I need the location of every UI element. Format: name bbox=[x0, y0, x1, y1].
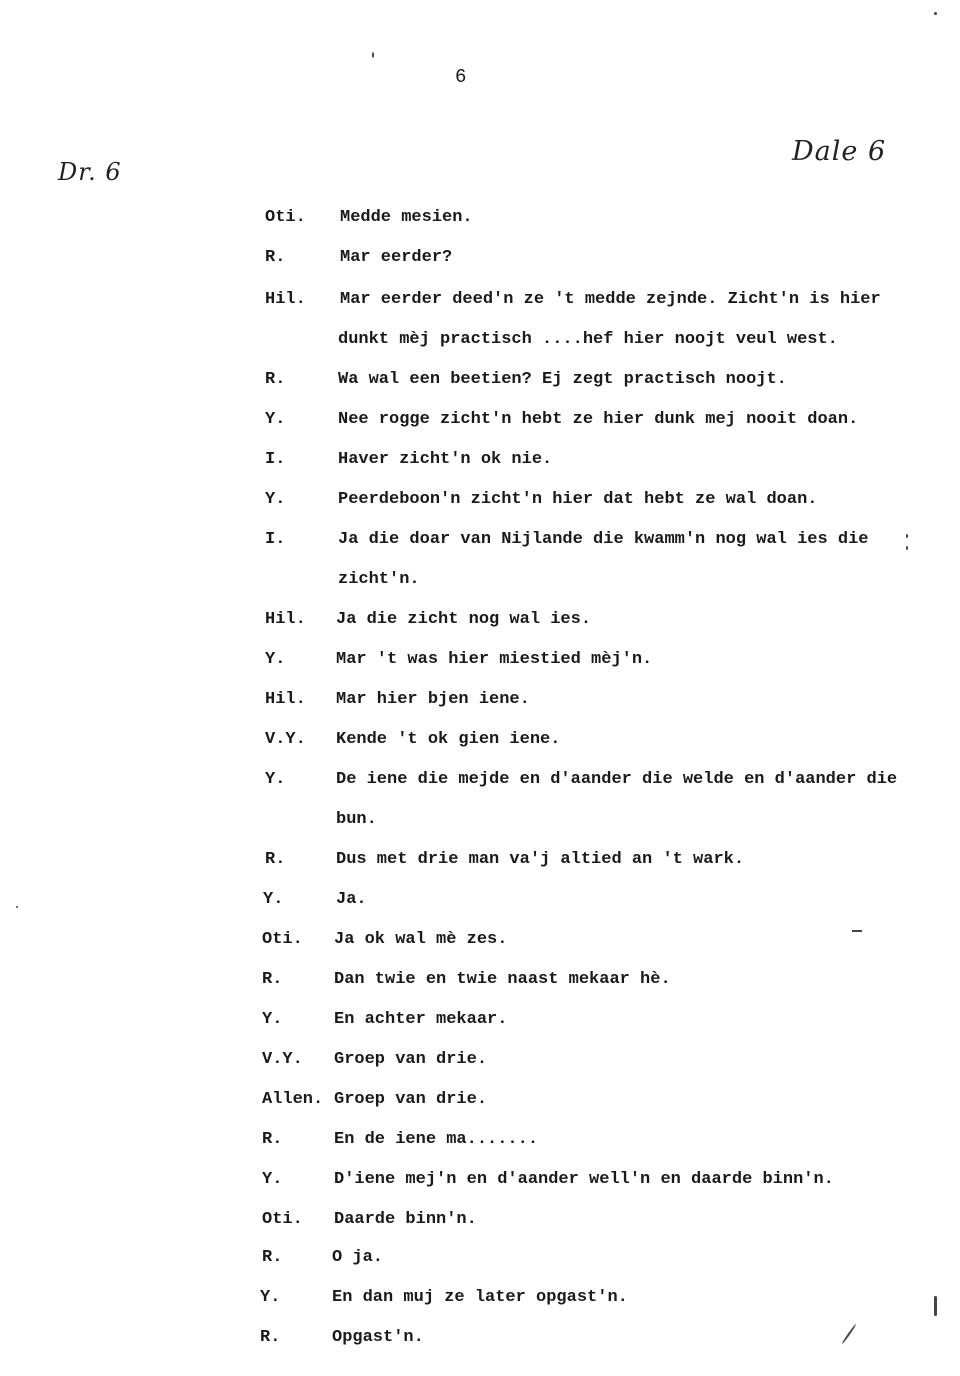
speaker-label: Y. bbox=[265, 410, 286, 429]
utterance-text: Haver zicht'n ok nie. bbox=[338, 450, 553, 469]
scan-speck bbox=[934, 1296, 937, 1316]
speaker-label: Y. bbox=[260, 1288, 281, 1307]
utterance-text: De iene die mejde en d'aander die welde en d'aander die bbox=[336, 770, 898, 789]
speaker-label: R. bbox=[262, 970, 283, 989]
speaker-label: Y. bbox=[262, 1170, 283, 1189]
utterance-text: Medde mesien. bbox=[340, 208, 473, 227]
utterance-text: Wa wal een beetien? Ej zegt practisch noojt. bbox=[338, 370, 787, 389]
speaker-label: R. bbox=[265, 850, 286, 869]
speaker-label: Y. bbox=[265, 770, 286, 789]
utterance-text: Groep van drie. bbox=[334, 1090, 488, 1109]
speaker-label: R. bbox=[262, 1248, 283, 1267]
speaker-label: Allen. bbox=[262, 1090, 324, 1109]
utterance-text: En achter mekaar. bbox=[334, 1010, 508, 1029]
scan-speck bbox=[372, 52, 374, 58]
scan-speck bbox=[16, 906, 18, 908]
utterance-text: D'iene mej'n en d'aander well'n en daarde binn'n. bbox=[334, 1170, 834, 1189]
speaker-label: R. bbox=[265, 370, 286, 389]
speaker-label: Y. bbox=[263, 890, 284, 909]
speaker-label: Oti. bbox=[262, 1210, 303, 1229]
utterance-text: Nee rogge zicht'n hebt ze hier dunk mej nooit doan. bbox=[338, 410, 859, 429]
scan-speck bbox=[841, 1324, 856, 1345]
speaker-label: V.Y. bbox=[265, 730, 306, 749]
scan-speck bbox=[906, 534, 908, 538]
utterance-text: En dan muj ze later opgast'n. bbox=[332, 1288, 628, 1307]
speaker-label: I. bbox=[265, 530, 286, 549]
utterance-text: Opgast'n. bbox=[332, 1328, 424, 1347]
page-number: 6 bbox=[455, 66, 467, 88]
speaker-label: Y. bbox=[262, 1010, 283, 1029]
scan-speck bbox=[852, 930, 862, 932]
handwritten-note-left: Dr. 6 bbox=[58, 158, 122, 186]
utterance-text: Mar eerder? bbox=[340, 248, 453, 267]
utterance-text: Dan twie en twie naast mekaar hè. bbox=[334, 970, 671, 989]
speaker-label: Y. bbox=[265, 650, 286, 669]
speaker-label: Oti. bbox=[262, 930, 303, 949]
utterance-text: bun. bbox=[336, 810, 377, 829]
utterance-text: Kende 't ok gien iene. bbox=[336, 730, 561, 749]
speaker-label: Hil. bbox=[265, 690, 306, 709]
utterance-text: Ja die doar van Nijlande die kwamm'n nog wal ies die bbox=[338, 530, 869, 549]
utterance-text: Mar 't was hier miestied mèj'n. bbox=[336, 650, 653, 669]
utterance-text: Ja. bbox=[336, 890, 367, 909]
speaker-label: Hil. bbox=[265, 290, 306, 309]
utterance-text: Mar eerder deed'n ze 't medde zejnde. Zicht'n is hier bbox=[340, 290, 881, 309]
utterance-text: Mar hier bjen iene. bbox=[336, 690, 530, 709]
speaker-label: I. bbox=[265, 450, 286, 469]
scan-speck bbox=[934, 12, 937, 15]
utterance-text: Groep van drie. bbox=[334, 1050, 488, 1069]
speaker-label: V.Y. bbox=[262, 1050, 303, 1069]
speaker-label: R. bbox=[265, 248, 286, 267]
utterance-text: Ja ok wal mè zes. bbox=[334, 930, 508, 949]
utterance-text: Dus met drie man va'j altied an 't wark. bbox=[336, 850, 745, 869]
utterance-text: Peerdeboon'n zicht'n hier dat hebt ze wal doan. bbox=[338, 490, 818, 509]
utterance-text: O ja. bbox=[332, 1248, 384, 1267]
speaker-label: Y. bbox=[265, 490, 286, 509]
handwritten-note-right: Dale 6 bbox=[792, 136, 887, 167]
scan-speck bbox=[906, 546, 908, 550]
speaker-label: R. bbox=[260, 1328, 281, 1347]
utterance-text: Ja die zicht nog wal ies. bbox=[336, 610, 592, 629]
utterance-text: dunkt mèj practisch ....hef hier noojt veul west. bbox=[338, 330, 838, 349]
utterance-text: zicht'n. bbox=[338, 570, 420, 589]
utterance-text: En de iene ma....... bbox=[334, 1130, 539, 1149]
speaker-label: R. bbox=[262, 1130, 283, 1149]
utterance-text: Daarde binn'n. bbox=[334, 1210, 477, 1229]
speaker-label: Oti. bbox=[265, 208, 306, 227]
speaker-label: Hil. bbox=[265, 610, 306, 629]
